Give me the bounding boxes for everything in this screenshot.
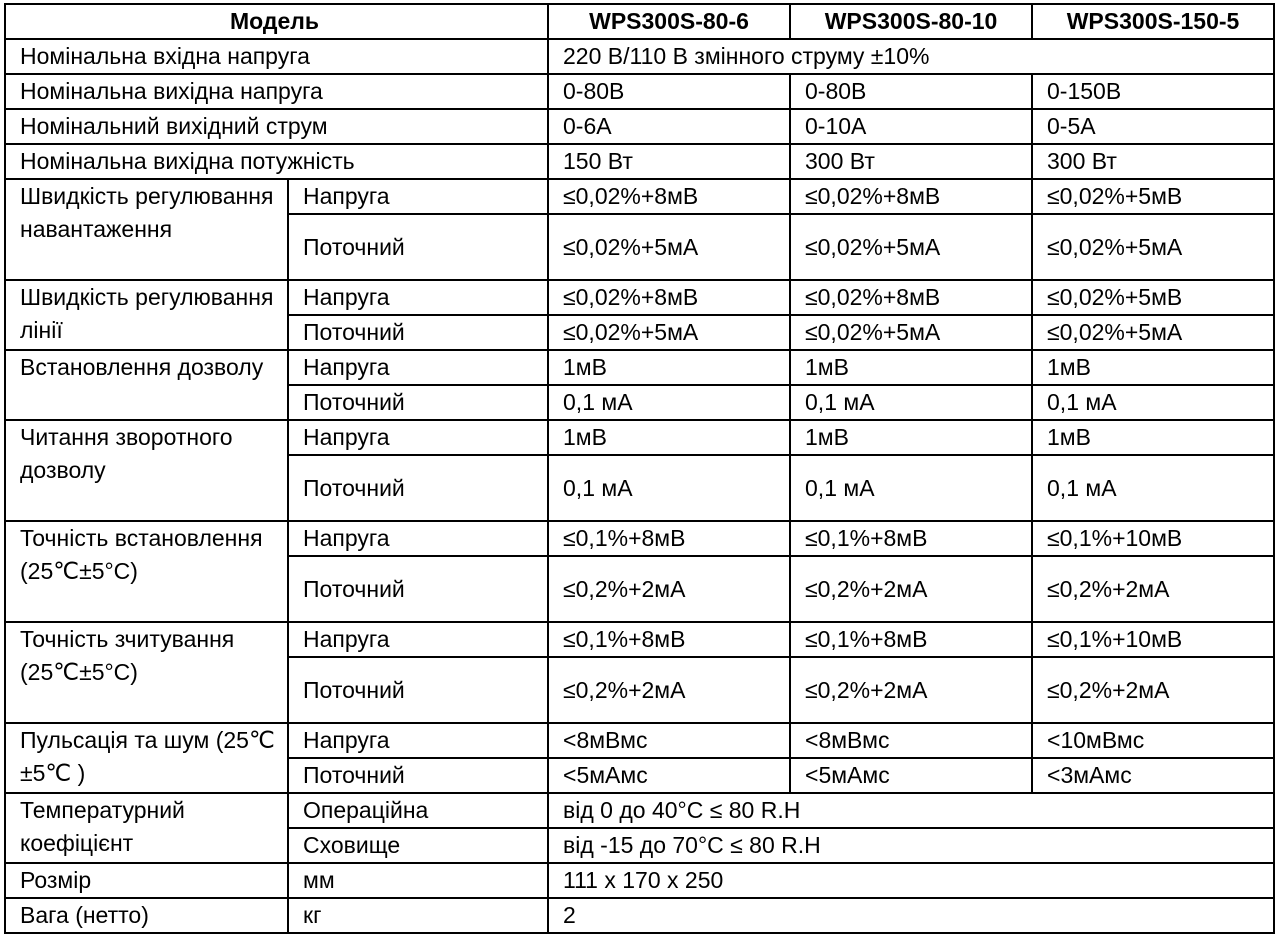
setting-accuracy-voltage-row — [5, 521, 1274, 556]
readback-resolution-voltage-row — [5, 420, 1274, 455]
readback-accuracy-current-1: ≤0,2%+2мА — [548, 657, 790, 723]
line-regulation-current-1: ≤0,02%+5мА — [548, 315, 790, 350]
setting-resolution-voltage-row — [5, 350, 1274, 385]
output-current-value-3: 0-5A — [1032, 109, 1274, 144]
sub-label-voltage: Напруга — [288, 179, 548, 214]
output-voltage-row — [5, 74, 1274, 109]
readback-resolution-current-1: 0,1 мА — [548, 455, 790, 521]
load-regulation-current-2: ≤0,02%+5мА — [790, 214, 1032, 280]
readback-resolution-voltage-1: 1мВ — [548, 420, 790, 455]
temp-coefficient-operating-row — [5, 793, 1274, 828]
ripple-noise-label: Пульсація та шум (25℃±5℃ ) — [5, 723, 288, 793]
sub-label-voltage: Напруга — [288, 723, 548, 758]
line-regulation-voltage-row — [5, 280, 1274, 315]
readback-accuracy-voltage-2: ≤0,1%+8мВ — [790, 622, 1032, 657]
sub-label-current: Поточний — [288, 556, 548, 622]
line-regulation-voltage-1: ≤0,02%+8мВ — [548, 280, 790, 315]
sub-label-voltage: Напруга — [288, 622, 548, 657]
sub-label-voltage: Напруга — [288, 350, 548, 385]
readback-resolution-current-3: 0,1 мА — [1032, 455, 1274, 521]
sub-label-current: Поточний — [288, 385, 548, 420]
line-regulation-current-2: ≤0,02%+5мА — [790, 315, 1032, 350]
model-2-header: WPS300S-80-10 — [790, 4, 1032, 39]
readback-resolution-label: Читання зворотного дозволу — [5, 420, 288, 521]
input-voltage-row — [5, 39, 1274, 74]
load-regulation-label: Швидкість регулювання навантаження — [5, 179, 288, 280]
output-power-value-1: 150 Вт — [548, 144, 790, 179]
output-power-value-3: 300 Вт — [1032, 144, 1274, 179]
line-regulation-current-3: ≤0,02%+5мА — [1032, 315, 1274, 350]
load-regulation-current-1: ≤0,02%+5мА — [548, 214, 790, 280]
output-voltage-value-3: 0-150В — [1032, 74, 1274, 109]
line-regulation-voltage-3: ≤0,02%+5мВ — [1032, 280, 1274, 315]
size-unit: мм — [288, 863, 548, 898]
size-value: 111 x 170 x 250 — [548, 863, 1274, 898]
weight-value: 2 — [548, 898, 1274, 933]
ripple-noise-voltage-2: <8мВмс — [790, 723, 1032, 758]
setting-resolution-voltage-3: 1мВ — [1032, 350, 1274, 385]
line-regulation-label: Швидкість регулювання лінії — [5, 280, 288, 350]
readback-accuracy-label: Точність зчитування (25℃±5°C) — [5, 622, 288, 723]
size-label: Розмір — [5, 863, 288, 898]
readback-resolution-voltage-2: 1мВ — [790, 420, 1032, 455]
specifications-table — [4, 3, 1275, 934]
sub-label-current: Поточний — [288, 315, 548, 350]
size-row — [5, 863, 1274, 898]
setting-resolution-current-1: 0,1 мА — [548, 385, 790, 420]
readback-resolution-voltage-3: 1мВ — [1032, 420, 1274, 455]
setting-resolution-current-2: 0,1 мА — [790, 385, 1032, 420]
readback-resolution-current-2: 0,1 мА — [790, 455, 1032, 521]
model-3-header: WPS300S-150-5 — [1032, 4, 1274, 39]
sub-label-voltage: Напруга — [288, 420, 548, 455]
ripple-noise-voltage-1: <8мВмс — [548, 723, 790, 758]
output-power-label: Номінальна вихідна потужність — [5, 144, 548, 179]
sub-label-current: Поточний — [288, 214, 548, 280]
ripple-noise-current-1: <5мАмс — [548, 758, 790, 793]
setting-resolution-voltage-1: 1мВ — [548, 350, 790, 385]
readback-accuracy-current-2: ≤0,2%+2мА — [790, 657, 1032, 723]
setting-accuracy-current-2: ≤0,2%+2мА — [790, 556, 1032, 622]
output-voltage-label: Номінальна вихідна напруга — [5, 74, 548, 109]
setting-resolution-current-3: 0,1 мА — [1032, 385, 1274, 420]
setting-accuracy-current-1: ≤0,2%+2мА — [548, 556, 790, 622]
model-header: Модель — [5, 4, 548, 39]
setting-accuracy-voltage-2: ≤0,1%+8мВ — [790, 521, 1032, 556]
sub-label-current: Поточний — [288, 657, 548, 723]
readback-accuracy-voltage-row — [5, 622, 1274, 657]
output-current-value-1: 0-6A — [548, 109, 790, 144]
ripple-noise-current-3: <3мАмс — [1032, 758, 1274, 793]
sub-label-voltage: Напруга — [288, 521, 548, 556]
temp-storage-label: Сховище — [288, 828, 548, 863]
weight-unit: кг — [288, 898, 548, 933]
setting-accuracy-voltage-3: ≤0,1%+10мВ — [1032, 521, 1274, 556]
output-current-label: Номінальний вихідний струм — [5, 109, 548, 144]
readback-accuracy-voltage-1: ≤0,1%+8мВ — [548, 622, 790, 657]
temp-operating-value: від 0 до 40°C ≤ 80 R.H — [548, 793, 1274, 828]
readback-accuracy-current-3: ≤0,2%+2мА — [1032, 657, 1274, 723]
load-regulation-voltage-2: ≤0,02%+8мВ — [790, 179, 1032, 214]
weight-row — [5, 898, 1274, 933]
output-current-row — [5, 109, 1274, 144]
setting-resolution-label: Встановлення дозволу — [5, 350, 288, 420]
setting-resolution-voltage-2: 1мВ — [790, 350, 1032, 385]
readback-accuracy-voltage-3: ≤0,1%+10мВ — [1032, 622, 1274, 657]
setting-accuracy-current-3: ≤0,2%+2мА — [1032, 556, 1274, 622]
ripple-noise-current-2: <5мАмс — [790, 758, 1032, 793]
output-power-value-2: 300 Вт — [790, 144, 1032, 179]
output-voltage-value-2: 0-80В — [790, 74, 1032, 109]
input-voltage-label: Номінальна вхідна напруга — [5, 39, 548, 74]
temp-coefficient-label: Температурний коефіцієнт — [5, 793, 288, 863]
output-voltage-value-1: 0-80В — [548, 74, 790, 109]
model-1-header: WPS300S-80-6 — [548, 4, 790, 39]
load-regulation-voltage-1: ≤0,02%+8мВ — [548, 179, 790, 214]
ripple-noise-voltage-row — [5, 723, 1274, 758]
load-regulation-voltage-row — [5, 179, 1274, 214]
setting-accuracy-label: Точність встановлення (25℃±5°C) — [5, 521, 288, 622]
output-current-value-2: 0-10A — [790, 109, 1032, 144]
output-power-row — [5, 144, 1274, 179]
line-regulation-voltage-2: ≤0,02%+8мВ — [790, 280, 1032, 315]
sub-label-voltage: Напруга — [288, 280, 548, 315]
temp-operating-label: Операційна — [288, 793, 548, 828]
input-voltage-value: 220 В/110 В змінного струму ±10% — [548, 39, 1274, 74]
load-regulation-current-3: ≤0,02%+5мА — [1032, 214, 1274, 280]
temp-storage-value: від -15 до 70°C ≤ 80 R.H — [548, 828, 1274, 863]
ripple-noise-voltage-3: <10мВмс — [1032, 723, 1274, 758]
setting-accuracy-voltage-1: ≤0,1%+8мВ — [548, 521, 790, 556]
header-row — [5, 4, 1274, 39]
sub-label-current: Поточний — [288, 455, 548, 521]
weight-label: Вага (нетто) — [5, 898, 288, 933]
sub-label-current: Поточний — [288, 758, 548, 793]
load-regulation-voltage-3: ≤0,02%+5мВ — [1032, 179, 1274, 214]
